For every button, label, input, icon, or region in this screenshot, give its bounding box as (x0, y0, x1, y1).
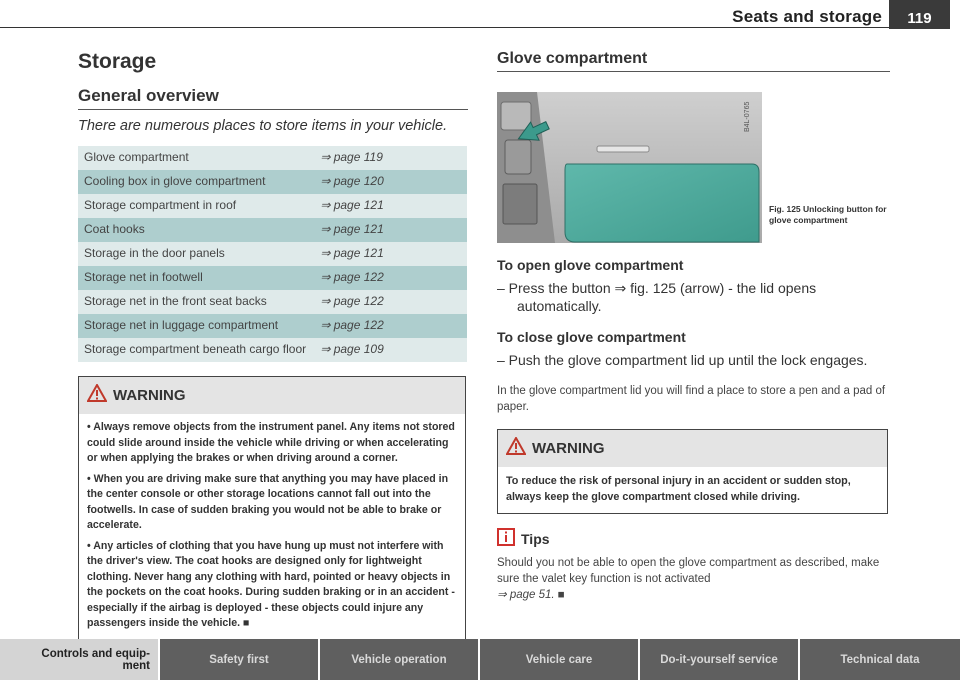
open-step: – Press the button ⇒ fig. 125 (arrow) - the lid opens automatically. (497, 280, 817, 314)
glove-compartment-illustration (497, 92, 762, 243)
figure-code: B4L-0765 (744, 101, 751, 132)
table-row (78, 194, 467, 218)
warning-paragraph: • When you are driving make sure that anything you may have placed in the center console or other storage locations cannot fall out into the footwells. In case of sudden braking you would not be able to brake or accelerate. (87, 472, 449, 531)
pen-pad-note: In the glove compartment lid you will find a place to store a pen and a pad of paper. (497, 385, 886, 413)
warning-heading: WARNING (113, 386, 186, 404)
page-ref-link[interactable]: ⇒ page 119 (320, 150, 383, 164)
end-mark: ■ (554, 589, 565, 601)
tips-body (497, 555, 890, 603)
figure-caption: Fig. 125 Unlocking button for glove compartment (769, 204, 887, 225)
close-step: – Push the glove compartment lid up until the lock engages. (497, 352, 868, 368)
warning-paragraph: • Any articles of clothing that you have hung up must not interfere with the driver's view. The coat hooks are designed only for lightweight clothing. Never hang any clothing with hard, pointed or heavy objects in the pockets on the coat hooks. During sudden braking or in an accident - especially if the airbag is deployed - these objects could injure any passengers inside the vehicle. ■ (87, 539, 455, 629)
page-number-badge: 119 (889, 0, 950, 29)
page-ref-link[interactable]: ⇒ page 122 (320, 270, 384, 284)
warning-header (498, 430, 887, 467)
open-heading: To open glove compartment (497, 257, 684, 273)
glove-compartment-title: Glove compartment (497, 50, 890, 72)
row-label: Storage net in footwell (84, 270, 203, 284)
header-title: Seats and storage (732, 7, 882, 26)
row-label: Coat hooks (84, 222, 145, 236)
warning-box (497, 429, 888, 514)
tips-heading: Tips (521, 530, 550, 547)
warning-triangle-icon (506, 437, 526, 459)
footer-nav (0, 639, 960, 680)
table-row (78, 218, 467, 242)
subsection-title: General overview (78, 86, 468, 110)
tab-vehicle-care[interactable]: Vehicle care (480, 639, 640, 680)
warning-body (79, 414, 465, 640)
warning-triangle-icon (87, 384, 107, 406)
tips-header (497, 528, 890, 549)
table-row (78, 314, 467, 338)
tab-do-it-yourself-service[interactable]: Do-it-yourself service (640, 639, 800, 680)
tips-text: Should you not be able to open the glove compartment as described, make sure the valet key function is not activated (497, 557, 880, 585)
table-row (78, 146, 467, 170)
storage-section (78, 50, 468, 641)
warning-box (78, 376, 466, 641)
figure-area (497, 92, 890, 243)
warning-heading: WARNING (532, 439, 605, 457)
table-row (78, 242, 467, 266)
page-ref-link[interactable]: ⇒ page 120 (320, 174, 384, 188)
header-rule (0, 27, 950, 28)
tab-technical-data[interactable]: Technical data (800, 639, 960, 680)
row-label: Storage in the door panels (84, 246, 225, 260)
warning-paragraph: • Always remove objects from the instrument panel. Any items not stored could slide around inside the vehicle while driving or when accelerating or when applying the brakes or when driving around a corner. (87, 421, 455, 464)
row-label: Glove compartment (84, 150, 189, 164)
table-row (78, 338, 467, 362)
row-label: Cooling box in glove compartment (84, 174, 266, 188)
row-label: Storage net in luggage compartment (84, 318, 279, 332)
info-icon (497, 528, 515, 549)
page-ref-link[interactable]: ⇒ page 121 (320, 198, 384, 212)
row-label: Storage compartment beneath cargo floor (84, 342, 307, 356)
row-label: Storage net in the front seat backs (84, 294, 267, 308)
tab-controls-and-equipment[interactable]: Controls and equip- ment (0, 639, 160, 680)
glove-compartment-section (497, 50, 890, 603)
page-ref-link[interactable]: ⇒ page 122 (320, 318, 384, 332)
tab-vehicle-operation[interactable]: Vehicle operation (320, 639, 480, 680)
table-row (78, 266, 467, 290)
table-row (78, 170, 467, 194)
tab-safety-first[interactable]: Safety first (160, 639, 320, 680)
warning-header (79, 377, 465, 414)
row-label: Storage compartment in roof (84, 198, 237, 212)
table-row (78, 290, 467, 314)
close-heading: To close glove compartment (497, 329, 686, 345)
page-ref-link[interactable]: ⇒ page 121 (320, 222, 384, 236)
page-ref-link[interactable]: ⇒ page 121 (320, 246, 384, 260)
overview-table (78, 146, 467, 362)
warning-text: To reduce the risk of personal injury in an accident or sudden stop, always keep the glove compartment closed while driving. (506, 475, 851, 503)
page-ref-link[interactable]: ⇒ page 109 (320, 342, 384, 356)
intro-text: There are numerous places to store items in your vehicle. (78, 118, 448, 134)
tips-page-link[interactable]: ⇒ page 51. (497, 589, 555, 601)
page-ref-link[interactable]: ⇒ page 122 (320, 294, 384, 308)
section-title: Storage (78, 50, 157, 73)
